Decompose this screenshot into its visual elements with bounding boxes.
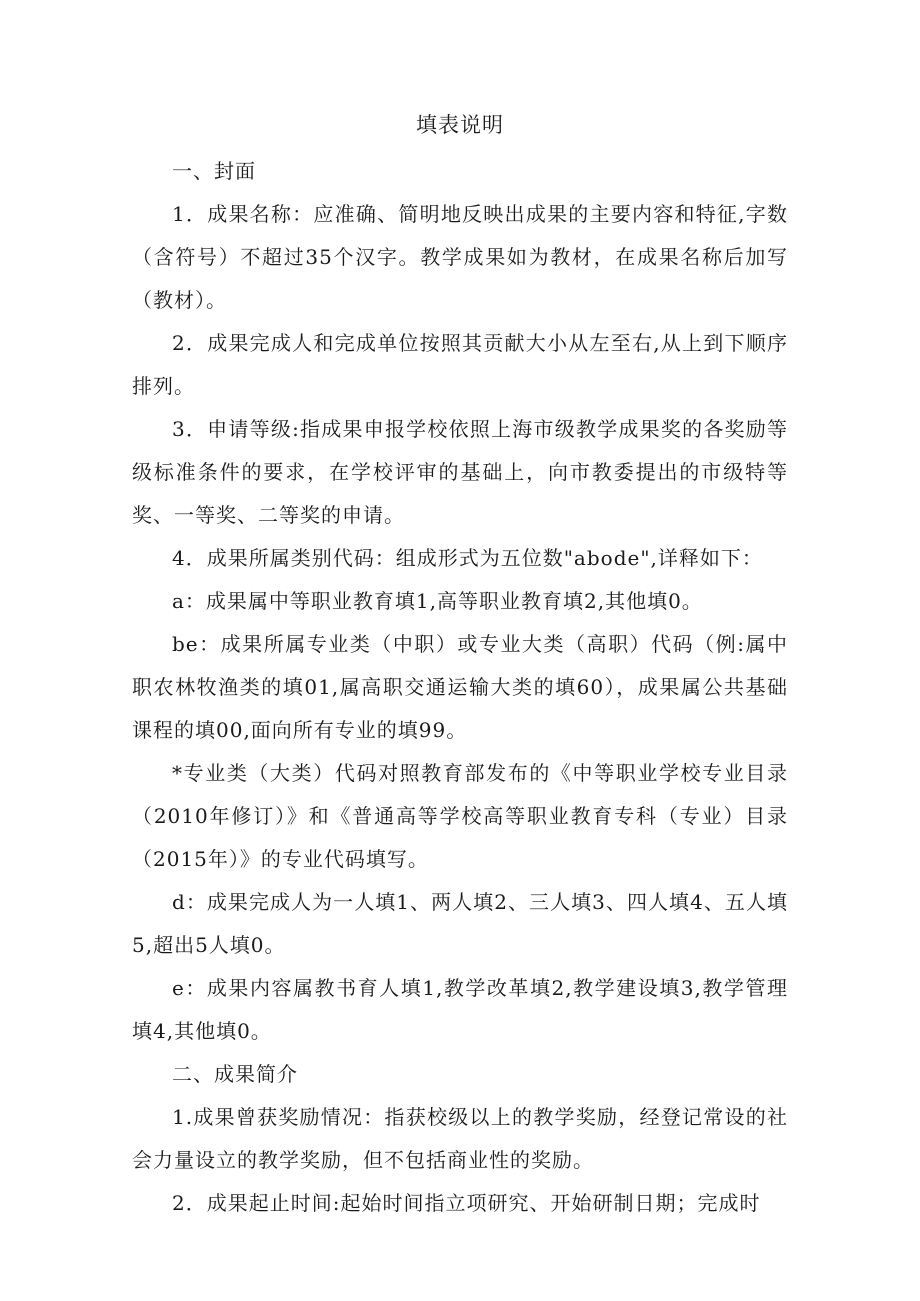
- paragraph-item-category-code: 4．成果所属类别代码：组成形式为五位数"abode",详释如下：: [172, 546, 763, 570]
- paragraph-code-e: e：成果内容属教书育人填1,教学改革填2,教学建设填3,教学管理填4,其他填0。: [132, 976, 788, 1043]
- paragraph-code-d: d：成果完成人为一人填1、两人填2、三人填3、四人填4、五人填5,超出5人填0。: [132, 890, 788, 957]
- paragraph-code-be: be：成果所属专业类（中职）或专业大类（高职）代码（例:属中职农林牧渔类的填01,属高职交通运输大类的填60），成果属公共基础课程的填00,面向所有专业的填99。: [132, 632, 788, 742]
- paragraph-item-level: 3．申请等级:指成果申报学校依照上海市级教学成果奖的各奖励等级标准条件的要求，在学校评审的基础上，向市教委提出的市级特等奖、一等奖、二等奖的申请。: [132, 417, 788, 527]
- document-title: 填表说明: [416, 113, 504, 137]
- paragraph-period: 2．成果起止时间:起始时间指立项研究、开始研制日期；完成时: [172, 1191, 761, 1215]
- document-body: [132, 150, 788, 1225]
- paragraph-awards: 1.成果曾获奖励情况：指获校级以上的教学奖励，经登记常设的社会力量设立的教学奖励，但不包括商业性的奖励。: [132, 1105, 788, 1172]
- paragraph-code-note: *专业类（大类）代码对照教育部发布的《中等职业学校专业目录（2010年修订）》和《普通高等学校高等职业教育专科（专业）目录（2015年）》的专业代码填写。: [132, 761, 788, 871]
- paragraph-item-order: 2．成果完成人和完成单位按照其贡献大小从左至右,从上到下顺序排列。: [132, 331, 788, 398]
- paragraph-code-a: a：成果属中等职业教育填1,高等职业教育填2,其他填0。: [172, 589, 703, 613]
- section-heading-cover: 一、封面: [172, 159, 256, 183]
- section-heading-summary: 二、成果简介: [172, 1062, 298, 1086]
- paragraph-item-name: 1．成果名称：应准确、简明地反映出成果的主要内容和特征,字数（含符号）不超过35个汉字。教学成果如为教材，在成果名称后加写（教材）。: [132, 202, 788, 312]
